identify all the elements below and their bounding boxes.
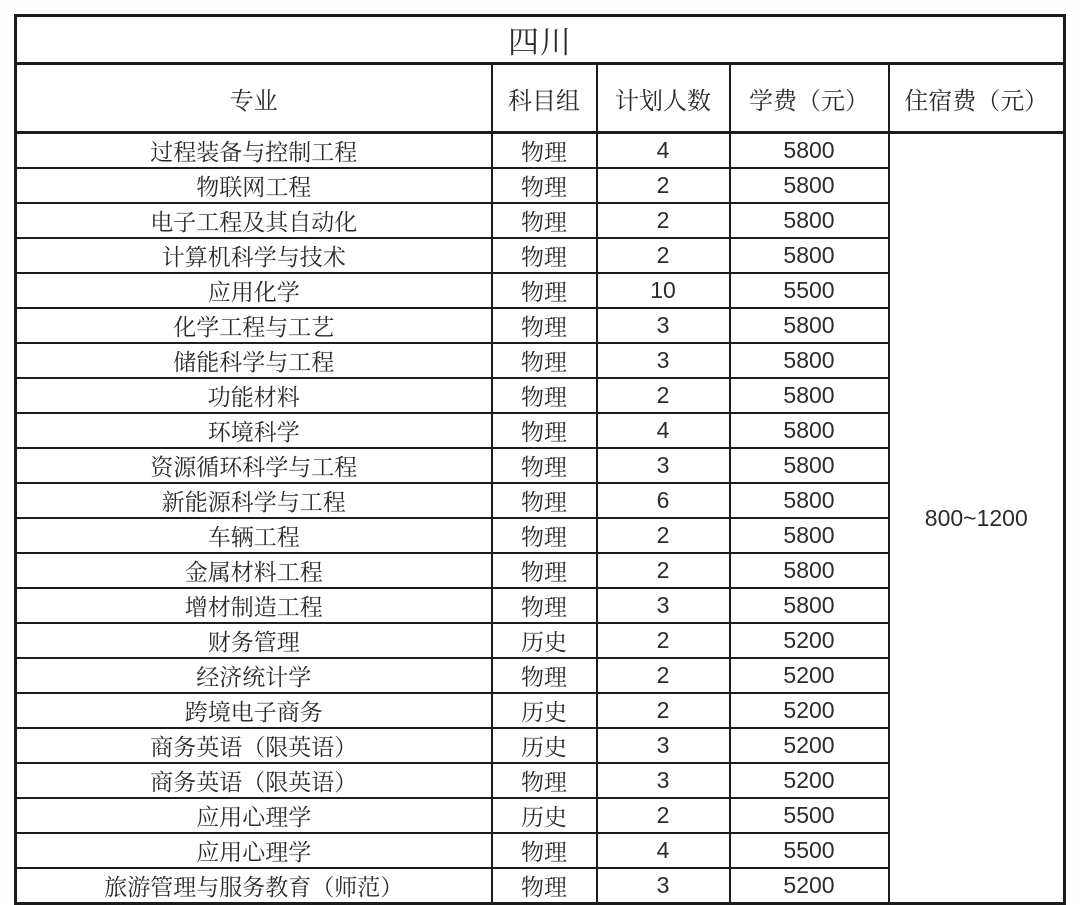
subject-cell: 物理 (492, 588, 597, 623)
plan-cell: 4 (597, 833, 730, 868)
subject-cell: 物理 (492, 868, 597, 904)
major-cell: 财务管理 (16, 623, 492, 658)
major-cell: 电子工程及其自动化 (16, 203, 492, 238)
subject-cell: 物理 (492, 413, 597, 448)
major-cell: 计算机科学与技术 (16, 238, 492, 273)
subject-cell: 物理 (492, 273, 597, 308)
tuition-cell: 5200 (730, 763, 889, 798)
tuition-cell: 5800 (730, 133, 889, 169)
plan-cell: 2 (597, 378, 730, 413)
tuition-cell: 5800 (730, 378, 889, 413)
subject-cell: 物理 (492, 448, 597, 483)
subject-cell: 物理 (492, 203, 597, 238)
major-cell: 旅游管理与服务教育（师范） (16, 868, 492, 904)
subject-cell: 物理 (492, 343, 597, 378)
major-cell: 环境科学 (16, 413, 492, 448)
tuition-cell: 5800 (730, 588, 889, 623)
tuition-cell: 5800 (730, 448, 889, 483)
plan-cell: 4 (597, 413, 730, 448)
accommodation-fee-cell: 800~1200 (889, 133, 1065, 904)
subject-cell: 物理 (492, 483, 597, 518)
column-header-accommodation: 住宿费（元） (889, 64, 1065, 133)
tuition-cell: 5800 (730, 553, 889, 588)
major-cell: 经济统计学 (16, 658, 492, 693)
major-cell: 跨境电子商务 (16, 693, 492, 728)
table-title: 四川 (16, 16, 1065, 64)
plan-cell: 3 (597, 763, 730, 798)
tuition-cell: 5800 (730, 483, 889, 518)
major-cell: 资源循环科学与工程 (16, 448, 492, 483)
major-cell: 应用心理学 (16, 833, 492, 868)
tuition-cell: 5200 (730, 693, 889, 728)
tuition-cell: 5800 (730, 308, 889, 343)
plan-cell: 2 (597, 238, 730, 273)
tuition-cell: 5500 (730, 273, 889, 308)
plan-cell: 2 (597, 798, 730, 833)
major-cell: 功能材料 (16, 378, 492, 413)
subject-cell: 物理 (492, 553, 597, 588)
sichuan-admission-table (14, 14, 1066, 905)
major-cell: 应用心理学 (16, 798, 492, 833)
major-cell: 新能源科学与工程 (16, 483, 492, 518)
plan-cell: 6 (597, 483, 730, 518)
plan-cell: 10 (597, 273, 730, 308)
tuition-cell: 5800 (730, 413, 889, 448)
subject-cell: 物理 (492, 763, 597, 798)
plan-cell: 2 (597, 553, 730, 588)
plan-cell: 3 (597, 868, 730, 904)
column-header-plan-count: 计划人数 (597, 64, 730, 133)
tuition-cell: 5800 (730, 518, 889, 553)
subject-cell: 物理 (492, 168, 597, 203)
subject-cell: 物理 (492, 658, 597, 693)
plan-cell: 4 (597, 133, 730, 169)
tuition-cell: 5800 (730, 238, 889, 273)
tuition-cell: 5500 (730, 798, 889, 833)
table-header-row (16, 64, 1065, 133)
major-cell: 金属材料工程 (16, 553, 492, 588)
subject-cell: 历史 (492, 623, 597, 658)
subject-cell: 物理 (492, 308, 597, 343)
plan-cell: 3 (597, 343, 730, 378)
column-header-subject-group: 科目组 (492, 64, 597, 133)
subject-cell: 物理 (492, 238, 597, 273)
plan-cell: 3 (597, 588, 730, 623)
plan-cell: 2 (597, 203, 730, 238)
major-cell: 过程装备与控制工程 (16, 133, 492, 169)
subject-cell: 物理 (492, 518, 597, 553)
column-header-major: 专业 (16, 64, 492, 133)
plan-cell: 2 (597, 168, 730, 203)
plan-cell: 2 (597, 658, 730, 693)
tuition-cell: 5800 (730, 343, 889, 378)
subject-cell: 物理 (492, 833, 597, 868)
plan-cell: 2 (597, 623, 730, 658)
plan-cell: 2 (597, 693, 730, 728)
tuition-cell: 5200 (730, 658, 889, 693)
subject-cell: 历史 (492, 798, 597, 833)
major-cell: 化学工程与工艺 (16, 308, 492, 343)
tuition-cell: 5200 (730, 728, 889, 763)
major-cell: 商务英语（限英语） (16, 728, 492, 763)
subject-cell: 物理 (492, 133, 597, 169)
table-row (16, 133, 1065, 169)
plan-cell: 2 (597, 518, 730, 553)
major-cell: 应用化学 (16, 273, 492, 308)
tuition-cell: 5200 (730, 868, 889, 904)
table-title-row (16, 16, 1065, 64)
plan-cell: 3 (597, 308, 730, 343)
tuition-cell: 5500 (730, 833, 889, 868)
plan-cell: 3 (597, 728, 730, 763)
tuition-cell: 5800 (730, 168, 889, 203)
plan-cell: 3 (597, 448, 730, 483)
tuition-cell: 5200 (730, 623, 889, 658)
major-cell: 商务英语（限英语） (16, 763, 492, 798)
major-cell: 储能科学与工程 (16, 343, 492, 378)
major-cell: 车辆工程 (16, 518, 492, 553)
column-header-tuition: 学费（元） (730, 64, 889, 133)
subject-cell: 历史 (492, 728, 597, 763)
major-cell: 增材制造工程 (16, 588, 492, 623)
subject-cell: 物理 (492, 378, 597, 413)
tuition-cell: 5800 (730, 203, 889, 238)
major-cell: 物联网工程 (16, 168, 492, 203)
subject-cell: 历史 (492, 693, 597, 728)
